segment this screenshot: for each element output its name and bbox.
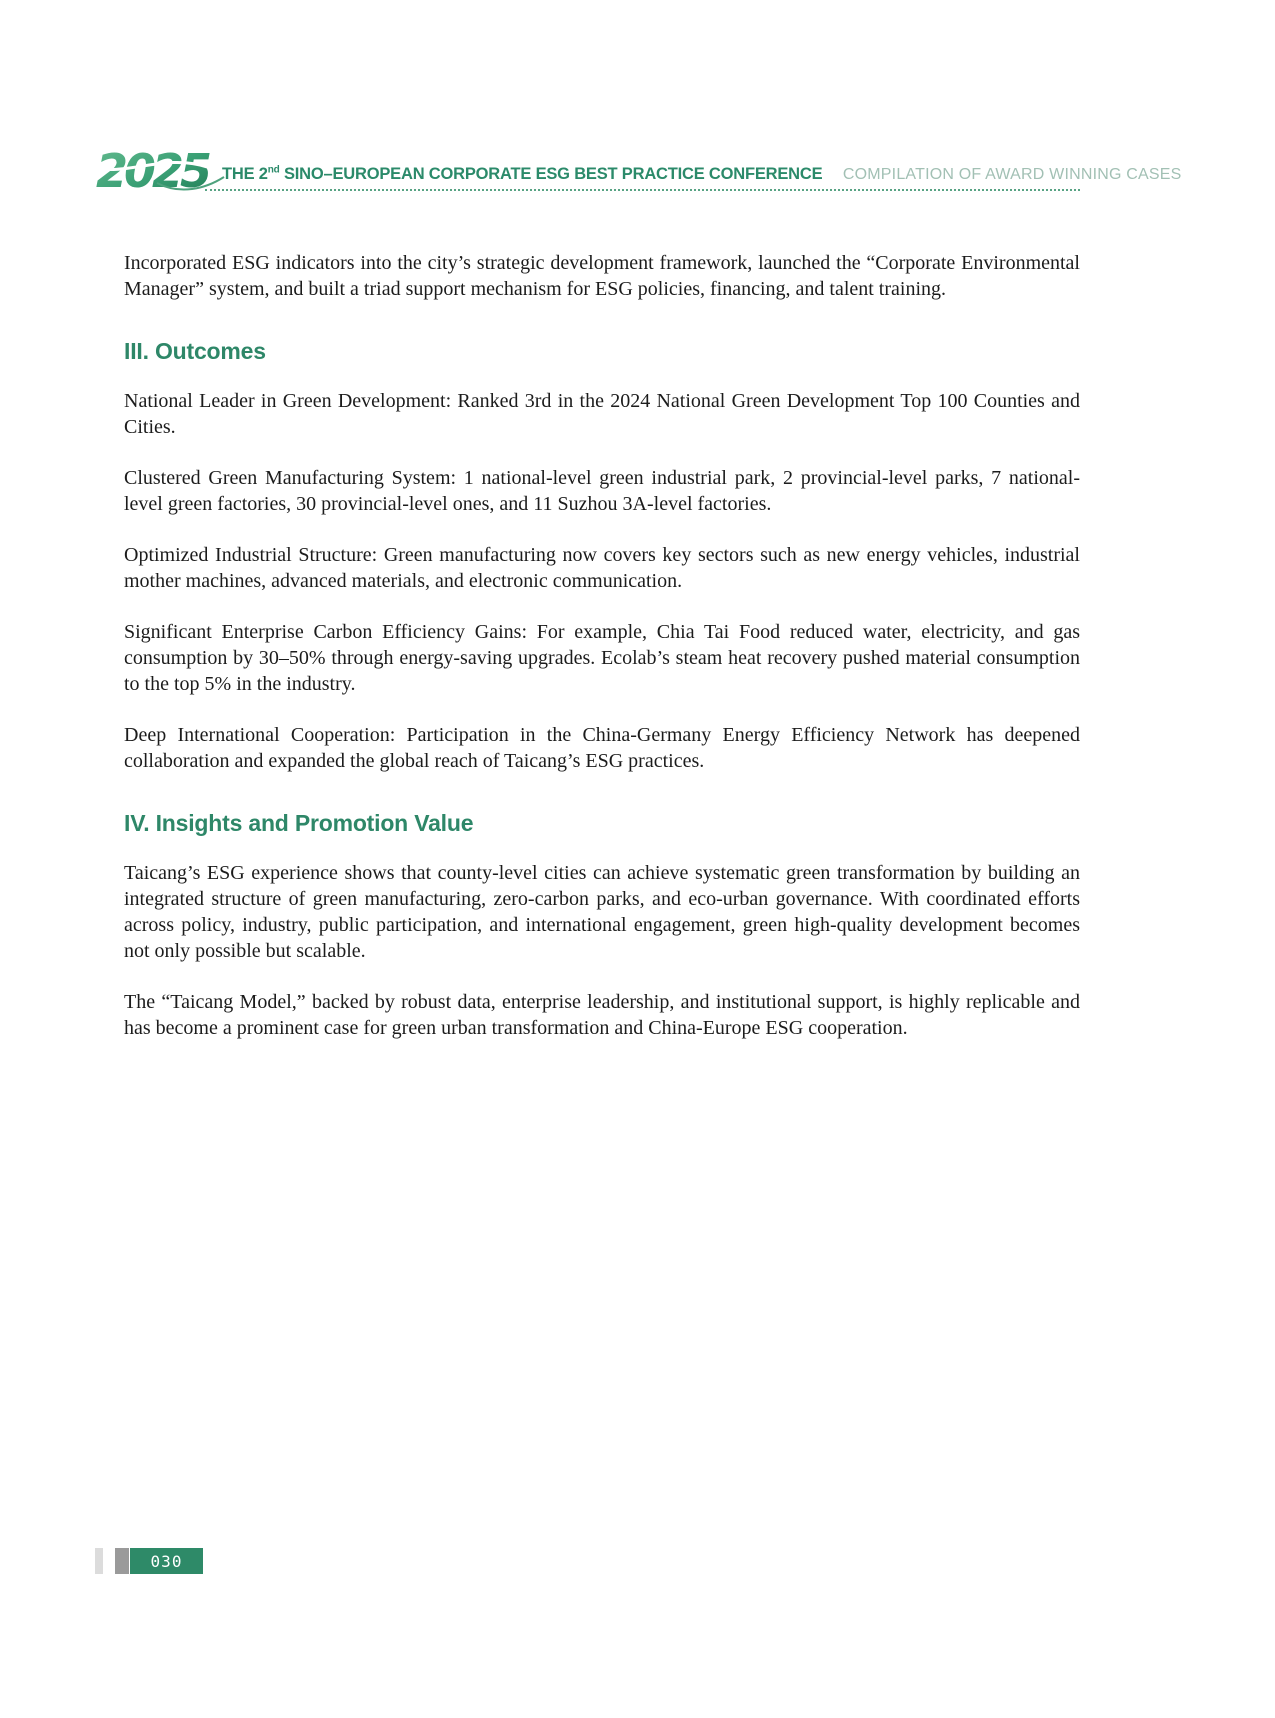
logo-2025-icon: [95, 137, 225, 201]
conference-title: [222, 165, 822, 183]
svg-text:2025: 2025: [96, 144, 209, 198]
intro-paragraph: Incorporated ESG indicators into the city’s strategic development framework, launched the “Corporate Environmental Manager” system, and built a triad support mechanism for ESG policies, financing, and talent training.: [124, 252, 1080, 300]
conference-title-prefix: THE 2: [222, 165, 268, 183]
footer-bar-dark: [115, 1548, 129, 1574]
outcomes-paragraph-clustered-manufacturing: Clustered Green Manufacturing System: 1 national-level green industrial park, 2 provincial-level parks, 7 national-level green factories, 30 provincial-level ones, and 11 Suzhou 3A-level factories.: [124, 467, 1080, 515]
outcomes-paragraph-national-leader: National Leader in Green Development: Ranked 3rd in the 2024 National Green Development Top 100 Counties and Cities.: [124, 390, 1080, 438]
outcomes-paragraph-international-cooperation: Deep International Cooperation: Participation in the China-Germany Energy Efficiency Network has deepened collaboration and expanded the global reach of Taicang’s ESG practices.: [124, 724, 1080, 772]
insights-paragraph-taicang-model: The “Taicang Model,” backed by robust data, enterprise leadership, and institutional support, is highly replicable and has become a prominent case for green urban transformation and China-Europe ESG cooperation.: [124, 991, 1080, 1039]
section-heading-insights: IV. Insights and Promotion Value: [124, 810, 474, 836]
page-number-badge: [130, 1548, 203, 1574]
conference-title-ordinal: nd: [267, 164, 280, 176]
outcomes-paragraph-industrial-structure: Optimized Industrial Structure: Green manufacturing now covers key sectors such as new energy vehicles, industrial mother machines, advanced materials, and electronic communication.: [124, 544, 1080, 592]
insights-paragraph-experience: Taicang’s ESG experience shows that county-level cities can achieve systematic green transformation by building an integrated structure of green manufacturing, zero-carbon parks, and eco-urban governance. With coordinated efforts across policy, industry, public participation, and international engagement, green high-quality development becomes not only possible but scalable.: [124, 862, 1080, 962]
page-number: 030: [150, 1551, 183, 1571]
page-footer: [95, 1548, 295, 1574]
page-header: [95, 129, 1182, 198]
page-content: [124, 250, 1080, 1066]
outcomes-paragraph-carbon-efficiency: Significant Enterprise Carbon Efficiency Gains: For example, Chia Tai Food reduced water, electricity, and gas consumption by 30–50% through energy-saving upgrades. Ecolab’s steam heat recovery pushed material consumption to the top 5% in the industry.: [124, 621, 1080, 695]
header-text: [222, 165, 1182, 185]
footer-bar-light: [95, 1548, 103, 1574]
section-heading-outcomes: III. Outcomes: [124, 338, 266, 364]
compilation-subtitle: COMPILATION OF AWARD WINNING CASES: [842, 166, 1182, 183]
conference-title-suffix: SINO–EUROPEAN CORPORATE ESG BEST PRACTICE CONFERENCE: [279, 165, 823, 183]
header-dotted-rule: [205, 189, 1080, 191]
